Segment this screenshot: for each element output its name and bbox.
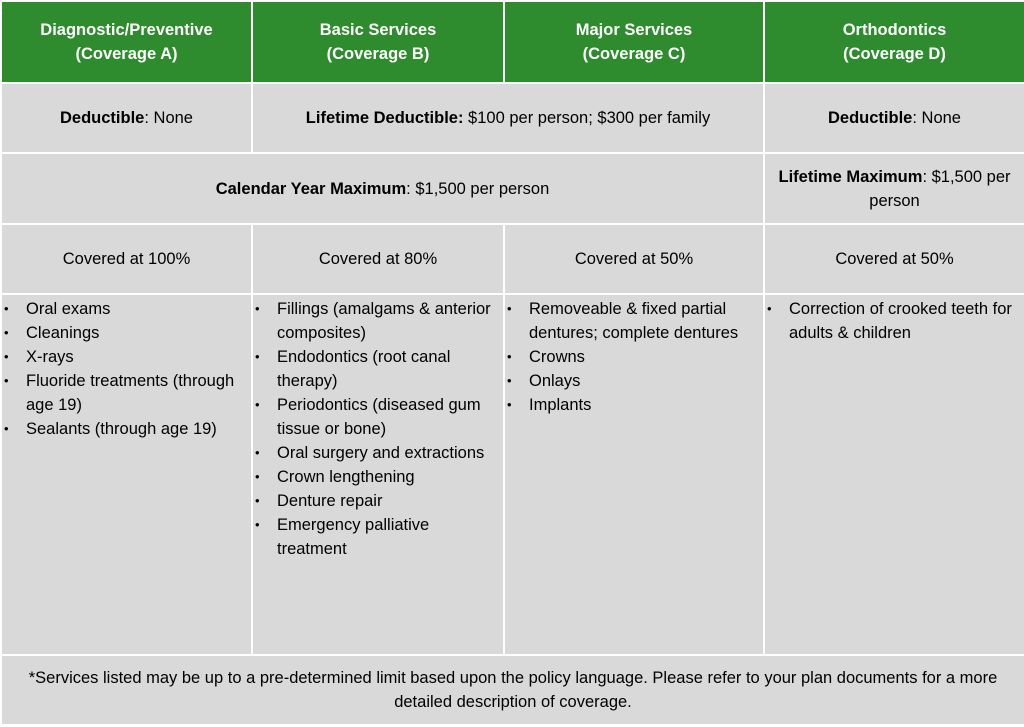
service-list-item: • Fluoride treatments (through age 19) <box>2 369 249 417</box>
coverage-level-a: Covered at 100% <box>1 224 252 294</box>
header-coverage-b-code: (Coverage B) <box>326 45 430 63</box>
services-c <box>504 294 764 655</box>
deductible-row <box>1 83 1024 153</box>
service-list-item: • X-rays <box>2 345 249 369</box>
services-d-list <box>765 297 1022 345</box>
header-coverage-a-title: Diagnostic/Preventive <box>40 21 213 39</box>
service-list-item: • Denture repair <box>253 489 501 513</box>
deductible-bc-label: Lifetime Deductible: <box>305 109 464 127</box>
header-coverage-d <box>764 1 1024 83</box>
maximum-d-value: : $1,500 per person <box>869 167 1011 210</box>
service-list-item: • Removeable & fixed partial dentures; complete dentures <box>505 297 761 345</box>
service-list-item: • Implants <box>505 393 761 417</box>
service-list-item: • Fillings (amalgams & anterior composites) <box>253 297 501 345</box>
deductible-bc <box>252 83 764 153</box>
services-b <box>252 294 504 655</box>
service-list-item: • Crown lengthening <box>253 465 501 489</box>
service-list-item: • Periodontics (diseased gum tissue or bone) <box>253 393 501 441</box>
service-list-item: • Emergency palliative treatment <box>253 513 501 561</box>
maximum-d <box>764 153 1024 224</box>
service-list-item: • Oral surgery and extractions <box>253 441 501 465</box>
maximum-abc <box>1 153 764 224</box>
maximum-d-label: Lifetime Maximum <box>778 167 923 186</box>
header-coverage-d-title: Orthodontics <box>842 21 947 39</box>
service-list-item: • Cleanings <box>2 321 249 345</box>
header-coverage-c <box>504 1 764 83</box>
header-coverage-b-title: Basic Services <box>319 21 437 39</box>
coverage-level-b: Covered at 80% <box>252 224 504 294</box>
deductible-d <box>764 83 1024 153</box>
services-row <box>1 294 1024 655</box>
deductible-a-value: : None <box>144 109 193 127</box>
service-list-item: • Oral exams <box>2 297 249 321</box>
services-c-list <box>505 297 761 417</box>
header-coverage-d-code: (Coverage D) <box>843 45 946 63</box>
deductible-bc-value: $100 per person; $300 per family <box>463 109 711 127</box>
service-list-item: • Sealants (through age 19) <box>2 417 249 441</box>
service-list-item: • Onlays <box>505 369 761 393</box>
header-coverage-c-title: Major Services <box>575 21 693 39</box>
header-coverage-a <box>1 1 252 83</box>
header-coverage-b <box>252 1 504 83</box>
services-a-list <box>2 297 249 441</box>
footnote-row <box>1 655 1024 725</box>
maximum-abc-value: : $1,500 per person <box>406 179 550 198</box>
deductible-a <box>1 83 252 153</box>
coverage-level-c: Covered at 50% <box>504 224 764 294</box>
services-d <box>764 294 1024 655</box>
coverage-level-row <box>1 224 1024 294</box>
coverage-level-d: Covered at 50% <box>764 224 1024 294</box>
service-list-item: • Endodontics (root canal therapy) <box>253 345 501 393</box>
service-list-item: • Correction of crooked teeth for adults & children <box>765 297 1022 345</box>
services-b-list <box>253 297 501 561</box>
service-list-item: • Crowns <box>505 345 761 369</box>
deductible-d-label: Deductible <box>828 109 913 127</box>
maximum-row <box>1 153 1024 224</box>
deductible-a-label: Deductible <box>60 109 145 127</box>
header-row <box>1 1 1024 83</box>
services-a <box>1 294 252 655</box>
header-coverage-a-code: (Coverage A) <box>75 45 178 63</box>
footnote: *Services listed may be up to a pre-determined limit based upon the policy language. Please refer to your plan documents for a more detailed description of coverage. <box>1 655 1024 725</box>
header-coverage-c-code: (Coverage C) <box>582 45 686 63</box>
maximum-abc-label: Calendar Year Maximum <box>215 179 407 198</box>
deductible-d-value: : None <box>912 109 961 127</box>
